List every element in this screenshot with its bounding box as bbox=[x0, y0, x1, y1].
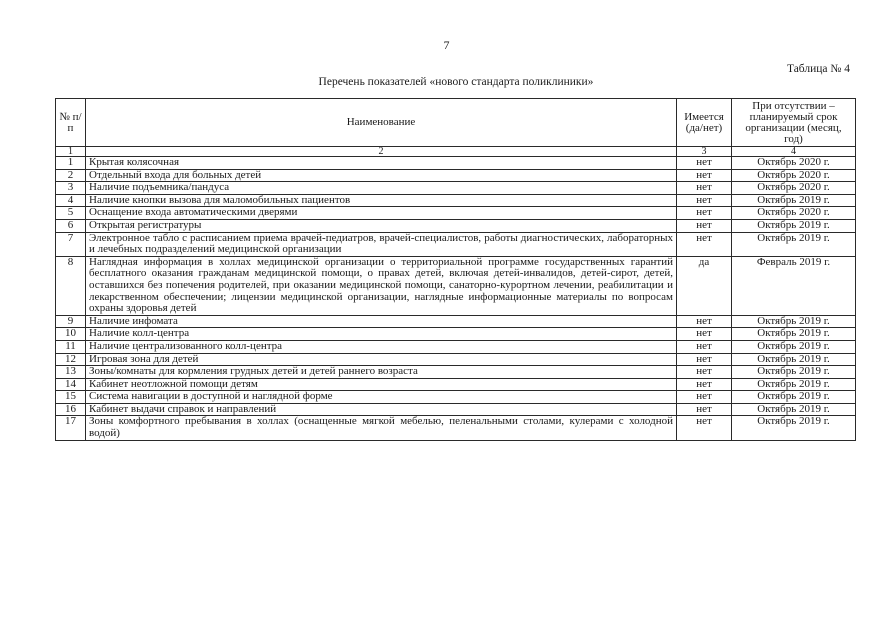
row-number: 2 bbox=[56, 169, 86, 182]
row-deadline: Октябрь 2019 г. bbox=[732, 315, 856, 328]
row-name: Наличие подъемника/пандуса bbox=[86, 182, 677, 195]
row-deadline: Октябрь 2019 г. bbox=[732, 378, 856, 391]
table-row bbox=[56, 391, 856, 404]
row-number: 14 bbox=[56, 378, 86, 391]
row-available: нет bbox=[677, 232, 732, 256]
table-row bbox=[56, 315, 856, 328]
row-name: Зоны/комнаты для кормления грудных детей и детей раннего возраста bbox=[86, 366, 677, 379]
row-name: Наличие инфомата bbox=[86, 315, 677, 328]
row-available: да bbox=[677, 256, 732, 315]
row-available: нет bbox=[677, 416, 732, 440]
row-deadline: Октябрь 2020 г. bbox=[732, 157, 856, 170]
row-deadline: Октябрь 2020 г. bbox=[732, 182, 856, 195]
row-number: 6 bbox=[56, 219, 86, 232]
table-row bbox=[56, 366, 856, 379]
table-row bbox=[56, 353, 856, 366]
row-deadline: Октябрь 2019 г. bbox=[732, 366, 856, 379]
row-available: нет bbox=[677, 353, 732, 366]
row-deadline: Октябрь 2019 г. bbox=[732, 416, 856, 440]
row-number: 3 bbox=[56, 182, 86, 195]
row-deadline: Октябрь 2020 г. bbox=[732, 169, 856, 182]
table-row bbox=[56, 340, 856, 353]
row-name: Зоны комфортного пребывания в холлах (оснащенные мягкой мебелью, пеленальными столами, кулерами с холодной водой) bbox=[86, 416, 677, 440]
column-number: 1 bbox=[56, 147, 86, 157]
row-available: нет bbox=[677, 403, 732, 416]
row-deadline: Октябрь 2019 г. bbox=[732, 328, 856, 341]
row-name: Наличие кнопки вызова для маломобильных пациентов bbox=[86, 194, 677, 207]
row-name: Электронное табло с расписанием приема врачей-педиатров, врачей-специалистов, работы диагностических, лабораторных и лечебных подразделений медицинской организации bbox=[86, 232, 677, 256]
row-available: нет bbox=[677, 157, 732, 170]
column-number: 2 bbox=[86, 147, 677, 157]
row-deadline: Октябрь 2019 г. bbox=[732, 340, 856, 353]
row-name: Кабинет выдачи справок и направлений bbox=[86, 403, 677, 416]
row-name: Оснащение входа автоматическими дверями bbox=[86, 207, 677, 220]
row-name: Наличие колл-центра bbox=[86, 328, 677, 341]
indicators-table bbox=[55, 98, 856, 441]
row-name: Система навигации в доступной и наглядной форме bbox=[86, 391, 677, 404]
table-row bbox=[56, 194, 856, 207]
row-available: нет bbox=[677, 169, 732, 182]
table-row bbox=[56, 169, 856, 182]
document-title: Перечень показателей «нового стандарта поликлиники» bbox=[318, 76, 594, 88]
row-number: 17 bbox=[56, 416, 86, 440]
column-number: 3 bbox=[677, 147, 732, 157]
row-number: 7 bbox=[56, 232, 86, 256]
table-row bbox=[56, 416, 856, 440]
row-number: 4 bbox=[56, 194, 86, 207]
row-deadline: Октябрь 2019 г. bbox=[732, 219, 856, 232]
row-available: нет bbox=[677, 391, 732, 404]
table-row bbox=[56, 182, 856, 195]
row-deadline: Октябрь 2019 г. bbox=[732, 194, 856, 207]
row-number: 13 bbox=[56, 366, 86, 379]
row-number: 1 bbox=[56, 157, 86, 170]
row-name: Игровая зона для детей bbox=[86, 353, 677, 366]
column-number: 4 bbox=[732, 147, 856, 157]
row-name: Крытая колясочная bbox=[86, 157, 677, 170]
row-number: 11 bbox=[56, 340, 86, 353]
table-row bbox=[56, 403, 856, 416]
row-available: нет bbox=[677, 182, 732, 195]
table-row bbox=[56, 232, 856, 256]
row-deadline: Октябрь 2020 г. bbox=[732, 207, 856, 220]
row-name: Кабинет неотложной помощи детям bbox=[86, 378, 677, 391]
row-available: нет bbox=[677, 315, 732, 328]
table-header-row bbox=[56, 99, 856, 147]
column-number-row bbox=[56, 147, 856, 157]
table-row bbox=[56, 207, 856, 220]
row-number: 10 bbox=[56, 328, 86, 341]
row-available: нет bbox=[677, 340, 732, 353]
row-deadline: Февраль 2019 г. bbox=[732, 256, 856, 315]
row-number: 8 bbox=[56, 256, 86, 315]
row-deadline: Октябрь 2019 г. bbox=[732, 391, 856, 404]
row-number: 5 bbox=[56, 207, 86, 220]
row-available: нет bbox=[677, 366, 732, 379]
row-name: Отдельный входа для больных детей bbox=[86, 169, 677, 182]
row-deadline: Октябрь 2019 г. bbox=[732, 353, 856, 366]
row-number: 12 bbox=[56, 353, 86, 366]
table-label: Таблица № 4 bbox=[786, 63, 850, 75]
row-available: нет bbox=[677, 207, 732, 220]
row-available: нет bbox=[677, 328, 732, 341]
table-row bbox=[56, 328, 856, 341]
header-name: Наименование bbox=[86, 99, 677, 147]
row-name: Открытая регистратуры bbox=[86, 219, 677, 232]
header-deadline: При отсутствии – планируемый срок организации (месяц, год) bbox=[732, 99, 856, 147]
row-number: 9 bbox=[56, 315, 86, 328]
table-row bbox=[56, 256, 856, 315]
row-number: 16 bbox=[56, 403, 86, 416]
table-row bbox=[56, 157, 856, 170]
row-name: Наличие централизованного колл-центра bbox=[86, 340, 677, 353]
header-number: № п/п bbox=[56, 99, 86, 147]
row-number: 15 bbox=[56, 391, 86, 404]
row-deadline: Октябрь 2019 г. bbox=[732, 403, 856, 416]
page-number: 7 bbox=[443, 38, 450, 52]
row-deadline: Октябрь 2019 г. bbox=[732, 232, 856, 256]
table-row bbox=[56, 219, 856, 232]
row-available: нет bbox=[677, 194, 732, 207]
header-available: Имеется (да/нет) bbox=[677, 99, 732, 147]
row-available: нет bbox=[677, 219, 732, 232]
table-row bbox=[56, 378, 856, 391]
row-available: нет bbox=[677, 378, 732, 391]
row-name: Наглядная информация в холлах медицинской организации о территориальной программе государственных гарантий бесплатного оказания гражданам медицинской помощи, о правах детей, включая детей-инвалидов, детей-сирот, детей, оставшихся без попечения родителей, при оказании медицинской помощи, санаторно-курортном лечении, реабилитации и лекарственном обеспечении; лицензии медицинской организации, наглядные информационные материалы по вопросам охраны здоровья детей bbox=[86, 256, 677, 315]
